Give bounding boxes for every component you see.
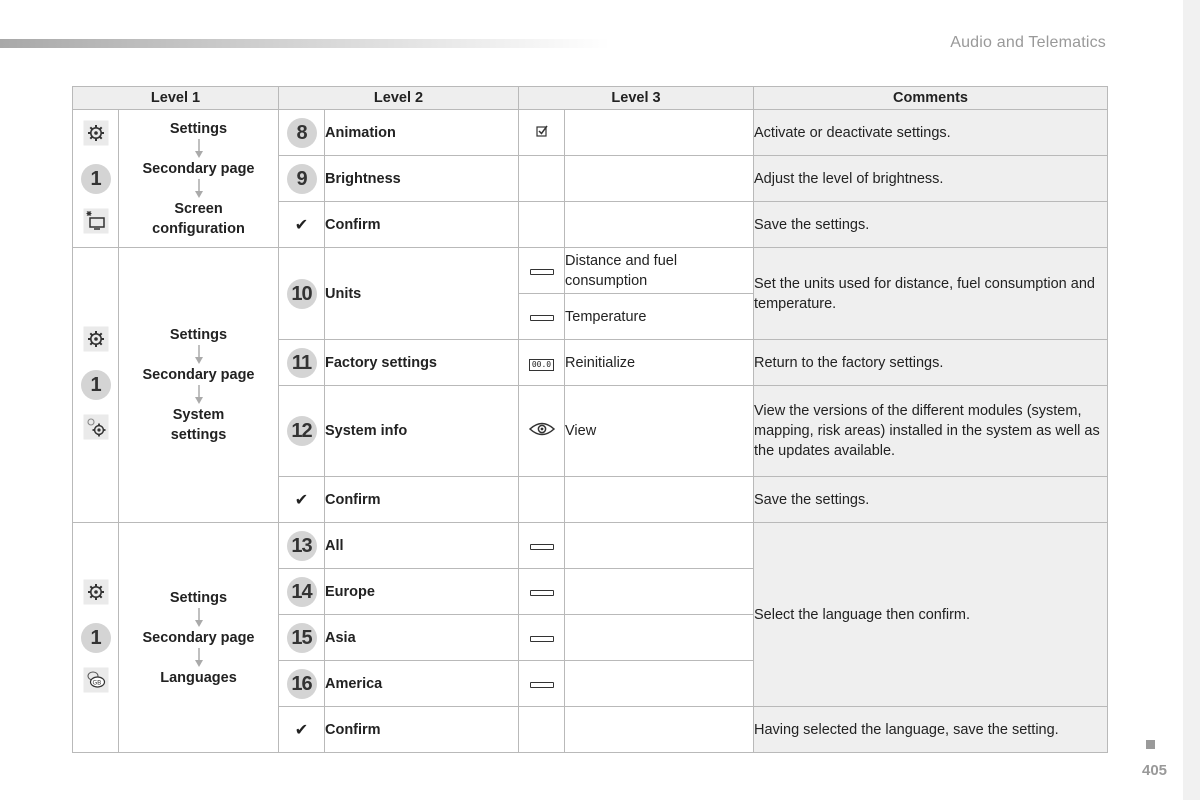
option-number-cell	[279, 110, 325, 156]
page-marker	[1146, 740, 1155, 749]
level3-text	[565, 202, 754, 248]
option-number-cell	[279, 386, 325, 477]
level3-icon-cell	[519, 707, 565, 753]
level3-text: Temperature	[565, 294, 754, 340]
option-number-badge: 14	[287, 577, 317, 607]
option-number-badge: 9	[287, 164, 317, 194]
column-header-level3: Level 3	[519, 87, 754, 110]
gear-icon	[83, 579, 109, 609]
check-icon: ✔	[294, 491, 309, 509]
comment-cell: View the versions of the different modules (system, mapping, risk areas) installed in the system as well as the updates available.	[754, 386, 1108, 477]
option-label: Brightness	[325, 156, 519, 202]
bar-button-icon	[530, 315, 554, 321]
level3-text	[565, 569, 754, 615]
level3-text: Reinitialize	[565, 340, 754, 386]
option-number-badge: 12	[287, 416, 317, 446]
option-number-cell	[279, 661, 325, 707]
option-label-confirm: Confirm	[325, 202, 519, 248]
comment-cell: Save the settings.	[754, 202, 1108, 248]
down-arrow-icon	[194, 139, 204, 159]
option-label: Europe	[325, 569, 519, 615]
level3-text	[565, 707, 754, 753]
column-header-comments: Comments	[754, 87, 1108, 110]
settings-menu-table	[72, 86, 1108, 753]
down-arrow-icon	[194, 345, 204, 365]
confirm-check-cell	[279, 477, 325, 523]
level1-step-languages: Languages	[160, 669, 237, 686]
gear-icon	[83, 120, 109, 150]
level1-step-secondary-page: Secondary page	[142, 160, 255, 177]
level1-icons-cell	[73, 523, 119, 753]
level3-icon-cell	[519, 386, 565, 477]
table-header-row	[73, 87, 1108, 110]
comment-cell: Set the units used for distance, fuel consumption and temperature.	[754, 248, 1108, 340]
option-label-confirm: Confirm	[325, 477, 519, 523]
column-header-level1: Level 1	[73, 87, 279, 110]
svg-text:GB: GB	[92, 679, 101, 686]
screen-config-icon	[83, 208, 109, 238]
level1-step-settings: Settings	[169, 120, 228, 137]
page-edge-strip	[1183, 0, 1200, 800]
badge-1: 1	[81, 370, 111, 400]
down-arrow-icon	[194, 385, 204, 405]
option-number-badge: 15	[287, 623, 317, 653]
check-icon: ✔	[294, 216, 309, 234]
level1-step-screen-configuration: Screen configuration	[152, 200, 245, 237]
level3-icon-cell	[519, 294, 565, 340]
section-title: Audio and Telematics	[950, 34, 1106, 51]
option-label: Asia	[325, 615, 519, 661]
level1-path-cell	[119, 110, 279, 248]
comment-cell: Save the settings.	[754, 477, 1108, 523]
level3-text	[565, 615, 754, 661]
option-number-cell	[279, 615, 325, 661]
option-label: Units	[325, 248, 519, 340]
table-row	[73, 523, 1108, 569]
option-number-badge: 10	[287, 279, 317, 309]
comment-cell: Select the language then confirm.	[754, 523, 1108, 707]
confirm-check-cell	[279, 202, 325, 248]
bar-button-icon	[530, 269, 554, 275]
option-number-badge: 16	[287, 669, 317, 699]
level1-step-system-settings: System settings	[170, 407, 227, 443]
bar-button-icon	[530, 544, 554, 550]
bar-button-icon	[530, 590, 554, 596]
option-label: America	[325, 661, 519, 707]
level3-icon-cell	[519, 248, 565, 294]
option-number-cell	[279, 523, 325, 569]
level3-text	[565, 110, 754, 156]
badge-1: 1	[81, 623, 111, 653]
level3-icon-cell	[519, 477, 565, 523]
level1-icons-cell	[73, 110, 119, 248]
level1-path-cell	[119, 248, 279, 523]
table-row	[73, 248, 1108, 294]
level1-step-settings: Settings	[169, 589, 228, 606]
level3-text	[565, 156, 754, 202]
comment-cell: Return to the factory settings.	[754, 340, 1108, 386]
level1-step-secondary-page: Secondary page	[142, 629, 255, 646]
bar-button-icon	[530, 682, 554, 688]
table-row	[73, 110, 1108, 156]
comment-cell: Having selected the language, save the setting.	[754, 707, 1108, 753]
option-number-cell	[279, 569, 325, 615]
level3-icon-cell	[519, 156, 565, 202]
eye-icon	[529, 421, 555, 437]
option-label-confirm: Confirm	[325, 707, 519, 753]
option-number-badge: 11	[287, 348, 317, 378]
level3-icon-cell	[519, 110, 565, 156]
option-label: Factory settings	[325, 340, 519, 386]
level3-icon-cell	[519, 340, 565, 386]
down-arrow-icon	[194, 608, 204, 628]
option-label: Animation	[325, 110, 519, 156]
level3-icon-cell	[519, 202, 565, 248]
checkbox-icon	[535, 124, 549, 138]
down-arrow-icon	[194, 179, 204, 199]
level3-text	[565, 523, 754, 569]
down-arrow-icon	[194, 648, 204, 668]
level1-path-cell	[119, 523, 279, 753]
level3-icon-cell	[519, 615, 565, 661]
confirm-check-cell	[279, 707, 325, 753]
level3-icon-cell	[519, 569, 565, 615]
bar-button-icon	[530, 636, 554, 642]
option-number-cell	[279, 156, 325, 202]
reset-icon: 00.0	[529, 359, 554, 371]
header-decor-bar	[0, 39, 610, 48]
badge-1: 1	[81, 164, 111, 194]
level1-step-secondary-page: Secondary page	[142, 367, 255, 383]
languages-icon	[83, 667, 109, 697]
level3-icon-cell	[519, 661, 565, 707]
gear-icon	[83, 326, 109, 356]
option-number-cell	[279, 248, 325, 340]
level1-step-settings: Settings	[169, 327, 228, 343]
level1-icons-cell	[73, 248, 119, 523]
level3-text	[565, 661, 754, 707]
level3-text: Distance and fuel consumption	[565, 248, 754, 294]
check-icon: ✔	[294, 721, 309, 739]
option-label: All	[325, 523, 519, 569]
level3-icon-cell	[519, 523, 565, 569]
option-number-badge: 13	[287, 531, 317, 561]
level3-text: View	[565, 386, 754, 477]
option-label: System info	[325, 386, 519, 477]
level3-text	[565, 477, 754, 523]
page-number: 405	[1142, 762, 1168, 779]
column-header-level2: Level 2	[279, 87, 519, 110]
comment-cell: Adjust the level of brightness.	[754, 156, 1108, 202]
system-settings-icon	[83, 414, 109, 444]
option-number-cell	[279, 340, 325, 386]
option-number-badge: 8	[287, 118, 317, 148]
comment-cell: Activate or deactivate settings.	[754, 110, 1108, 156]
